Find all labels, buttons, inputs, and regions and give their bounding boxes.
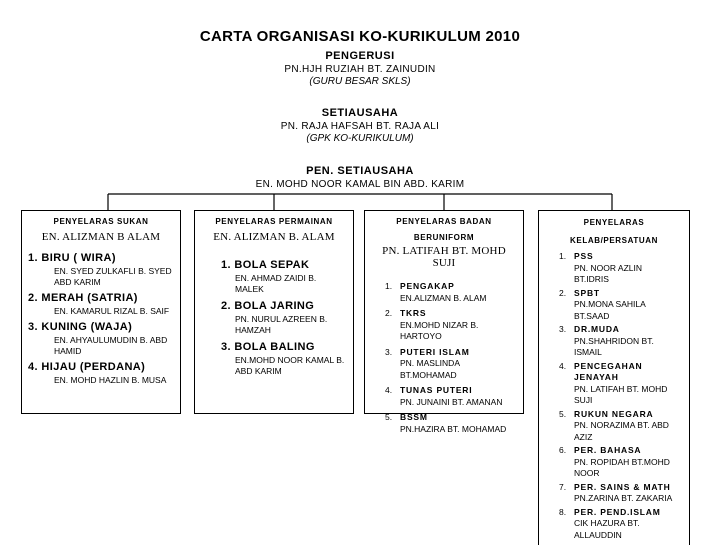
unit-item: 2. TKRS EN.MOHD NIZAR B. HARTOYO xyxy=(385,308,479,341)
chairman-name: PN.HJH RUZIAH BT. ZAINUDIN xyxy=(284,64,436,75)
club-item: 6. PER. BAHASA PN. ROPIDAH BT.MOHD NOOR xyxy=(559,445,670,478)
team-label: 3. KUNING (WAJA) xyxy=(28,321,133,333)
game-person: EN. AHMAD ZAIDI B. MALEK xyxy=(235,273,317,294)
unit-item: 1. PENGAKAP EN.ALIZMAN B. ALAM xyxy=(385,281,487,303)
secretary-role: SETIAUSAHA xyxy=(321,107,399,119)
club-item: 7. PER. SAINS & MATH PN.ZARINA BT. ZAKARIA xyxy=(559,481,673,503)
team-person: EN. KAMARUL RIZAL B. SAIF xyxy=(54,306,170,316)
sukan-box xyxy=(21,210,181,414)
permainan-coordinator: EN. ALIZMAN B. ALAM xyxy=(213,231,335,243)
club-item: 5. RUKUN NEGARA PN. NORAZIMA BT. ABD AZIZ xyxy=(559,408,669,442)
team-label: 4. HIJAU (PERDANA) xyxy=(28,361,146,373)
game-label: 1. BOLA SEPAK xyxy=(221,259,310,271)
permainan-title: PENYELARAS PERMAINAN xyxy=(215,217,333,226)
team-label: 1. BIRU ( WIRA) xyxy=(28,252,116,264)
game-label: 2. BOLA JARING xyxy=(221,300,315,312)
kelab-title-1: PENYELARAS xyxy=(583,218,645,227)
game-person: PN. NURUL AZREEN B. HAMZAH xyxy=(235,314,328,335)
unit-item: 5. BSSM PN.HAZIRA BT. MOHAMAD xyxy=(385,412,507,434)
team-person: EN. SYED ZULKAFLI B. SYED ABD KARIM xyxy=(54,266,172,287)
chairman-subtitle: (GURU BESAR SKLS) xyxy=(309,76,411,87)
game-label: 3. BOLA BALING xyxy=(221,341,315,353)
badan-box xyxy=(364,210,524,434)
secretary-block xyxy=(200,107,520,144)
kelab-box xyxy=(538,210,690,545)
sukan-title: PENYELARAS SUKAN xyxy=(53,217,149,226)
chairman-role: PENGERUSI xyxy=(325,50,395,62)
badan-title-2: BERUNIFORM xyxy=(413,233,475,242)
secretary-name: PN. RAJA HAFSAH BT. RAJA ALI xyxy=(280,121,440,132)
unit-item: 3. PUTERI ISLAM PN. MASLINDA BT.MOHAMAD xyxy=(385,346,470,380)
game-person: EN.MOHD NOOR KAMAL B. ABD KARIM xyxy=(235,355,345,376)
badan-title-1: PENYELARAS BADAN xyxy=(396,217,492,226)
club-item: 1. PSS PN. NOOR AZLIN BT.IDRIS xyxy=(559,251,643,284)
team-person: EN. MOHD HAZLIN B. MUSA xyxy=(54,375,167,385)
permainan-box xyxy=(194,210,354,414)
club-item: 4. PENCEGAHAN JENAYAH PN. LATIFAH BT. MOHD SUJI xyxy=(559,360,668,405)
team-label: 2. MERAH (SATRIA) xyxy=(28,292,138,304)
badan-coordinator: PN. LATIFAH BT. MOHD SUJI xyxy=(382,245,506,269)
chart-title: CARTA ORGANISASI KO-KURIKULUM 2010 xyxy=(199,28,521,45)
team-person: EN. AHYAULUMUDIN B. ABD HAMID xyxy=(54,335,168,356)
chairman-block xyxy=(200,50,520,87)
asst-secretary-role: PEN. SETIAUSAHA xyxy=(306,165,414,177)
asst-secretary-name: EN. MOHD NOOR KAMAL BIN ABD. KARIM xyxy=(255,179,465,190)
club-item: 8. PER. PEND.ISLAM CIK HAZURA BT. ALLAUDDIN xyxy=(559,506,661,540)
secretary-subtitle: (GPK KO-KURIKULUM) xyxy=(306,133,414,144)
kelab-title-2: KELAB/PERSATUAN xyxy=(570,236,658,245)
club-item: 2. SPBT PN.MONA SAHILA BT.SAAD xyxy=(559,287,646,321)
asst-secretary-block xyxy=(200,165,520,190)
sukan-coordinator: EN. ALIZMAN B ALAM xyxy=(41,231,161,243)
unit-item: 4. TUNAS PUTERI PN. JUNAINI BT. AMANAN xyxy=(385,385,503,407)
club-item: 3. DR.MUDA PN.SHAHRIDON BT. ISMAIL xyxy=(559,324,654,357)
